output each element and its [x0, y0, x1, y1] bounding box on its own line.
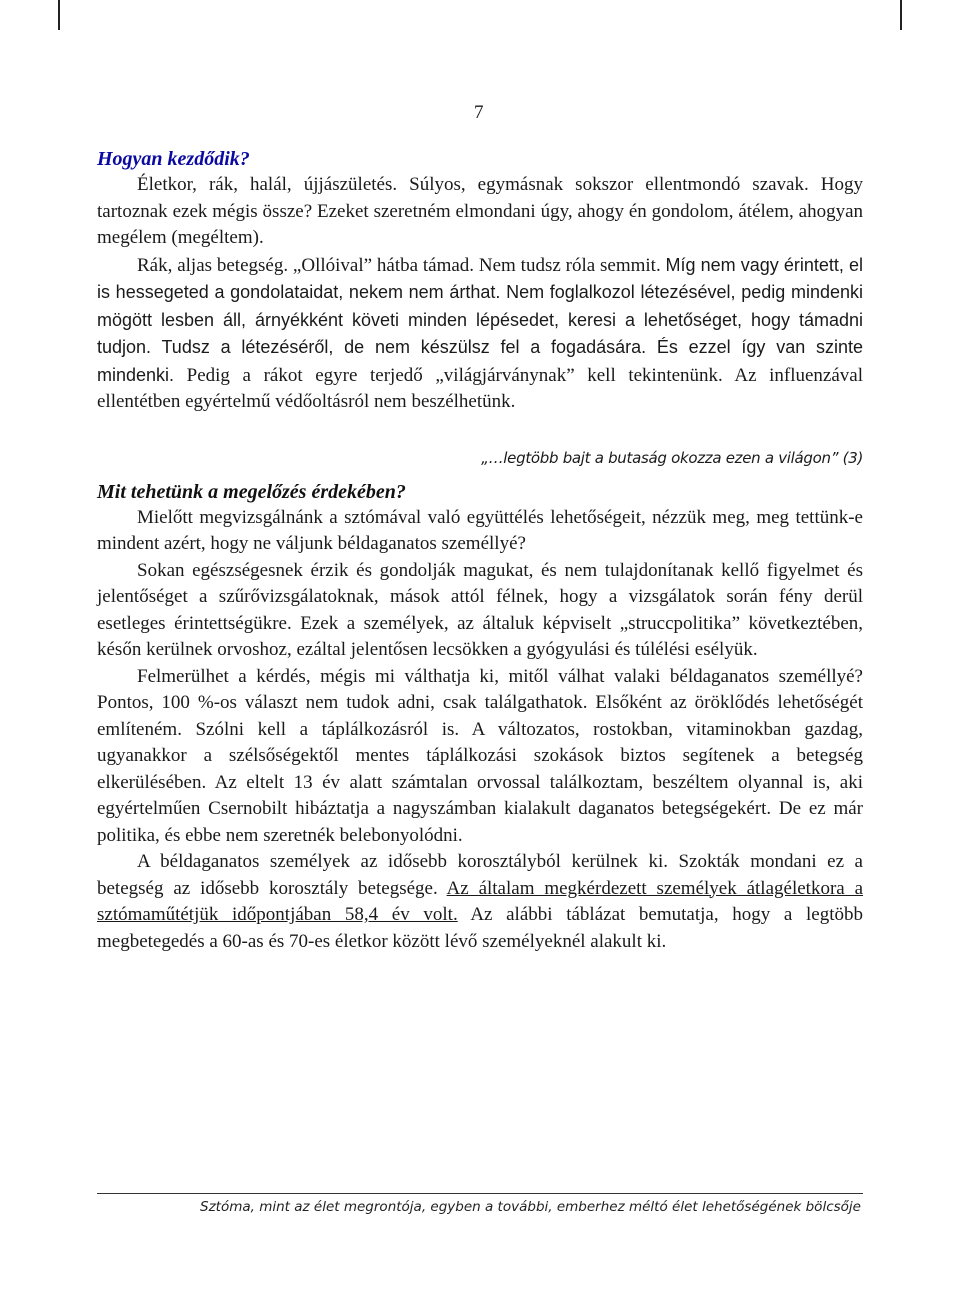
page-content	[97, 146, 863, 955]
section-heading-start: Hogyan kezdődik?	[97, 148, 250, 170]
paragraph-cancer-part2: Míg nem vagy érintett, el is hessegeted a gondolataidat, nekem nem árthat. Nem foglalkozol létezésével, pedig mindenki mögött lesben áll, árnyékként követi minden lépésedet, keresi a lehetőséget, hogy támadni tudjon. Tudsz a létezéséről, de nem készülsz fel a fogadására. És ezzel így van szinte mindenki.	[97, 254, 863, 385]
section-heading-prevention: Mit tehetünk a megelőzés érdekében?	[97, 480, 406, 503]
page-number: 7	[474, 102, 484, 123]
footer-divider	[97, 1193, 863, 1194]
crop-mark-left	[58, 0, 60, 30]
paragraph-cancer-part1: Rák, aljas betegség. „Ollóival” hátba támad. Nem tudsz róla semmit.	[137, 254, 661, 276]
paragraph-intro: Életkor, rák, halál, újjászületés. Súlyos, egymásnak sokszor ellentmondó szavak. Hogy tartoznak ezek mégis össze? Ezeket szeretném elmondani úgy, ahogy én gondolom, átélem, ahogyan megélem (megéltem).	[97, 174, 863, 248]
crop-mark-right	[900, 0, 902, 30]
paragraph-cancer-part3: Pedig a rákot egyre terjedő „világjárványnak” kell tekintenünk. Az influenzával ellentétben egyértelmű védőoltásról nem beszélhetünk.	[97, 364, 864, 412]
footer-title: Sztóma, mint az élet megrontója, egyben a további, emberhez méltó élet lehetőségének bölcsője	[200, 1199, 861, 1215]
paragraph-prevention-4	[97, 849, 863, 955]
paragraph-prevention-4-part1: A béldaganatos személyek az idősebb korosztályból kerülnek ki. Szokták mondani ez a betegség az idősebb korosztály betegsége.	[97, 851, 863, 899]
paragraph-prevention-3: Felmerülhet a kérdés, mégis mi válthatja ki, mitől válhat valaki béldaganatos személlyé? Pontos, 100 %-os választ nem tudok adni, csak találgathatok. Elsőként az öröklődés lehetőségét említeném. Szólni kell a táplálkozásról is. A változatos, rostokban, vitaminokban gazdag, ugyanakkor a szélsőségektől mentes táplálkozási szokások biztos segítenek a betegség elkerülésében. Az eltelt 13 év alatt számtalan orvossal találkoztam, beszéltem olyannal is, aki egyértelműen Csernobilt hibáztatja a nagyszámban kialakult daganatos betegségekért. De ez már politika, és ebbe nem szeretnék belebonyolódni.	[97, 665, 863, 846]
quote: „…legtöbb bajt a butaság okozza ezen a világon” (3)	[481, 448, 863, 467]
paragraph-cancer	[97, 252, 863, 416]
paragraph-prevention-1: Mielőtt megvizsgálnánk a sztómával való együttélés lehetőségeit, nézzük meg, meg tettünk-e mindent azért, hogy ne váljunk béldaganatos személlyé?	[97, 506, 863, 554]
paragraph-prevention-4-part2: Az alábbi táblázat bemutatja, hogy a legtöbb megbetegedés a 60-as és 70-es életkor között lévő személyeknél alakult ki.	[97, 904, 863, 952]
paragraph-prevention-2: Sokan egészségesnek érzik és gondolják magukat, és nem tulajdonítanak kellő figyelmet és jelentőséget a szűrővizsgálatoknak, mások attól félnek, hogy a vizsgálatok során fény derül esetleges érintettségükre. Ezek a személyek, az általuk képviselt „struccpolitika” következtében, későn kerülnek orvoshoz, ezáltal jelentősen lecsökken a gyógyulási és túlélési esélyük.	[97, 559, 863, 660]
underlined-statement: Az általam megkérdezett személyek átlagéletkora a sztómaműtétjük időpontjában 58,4 év volt.	[97, 877, 864, 925]
